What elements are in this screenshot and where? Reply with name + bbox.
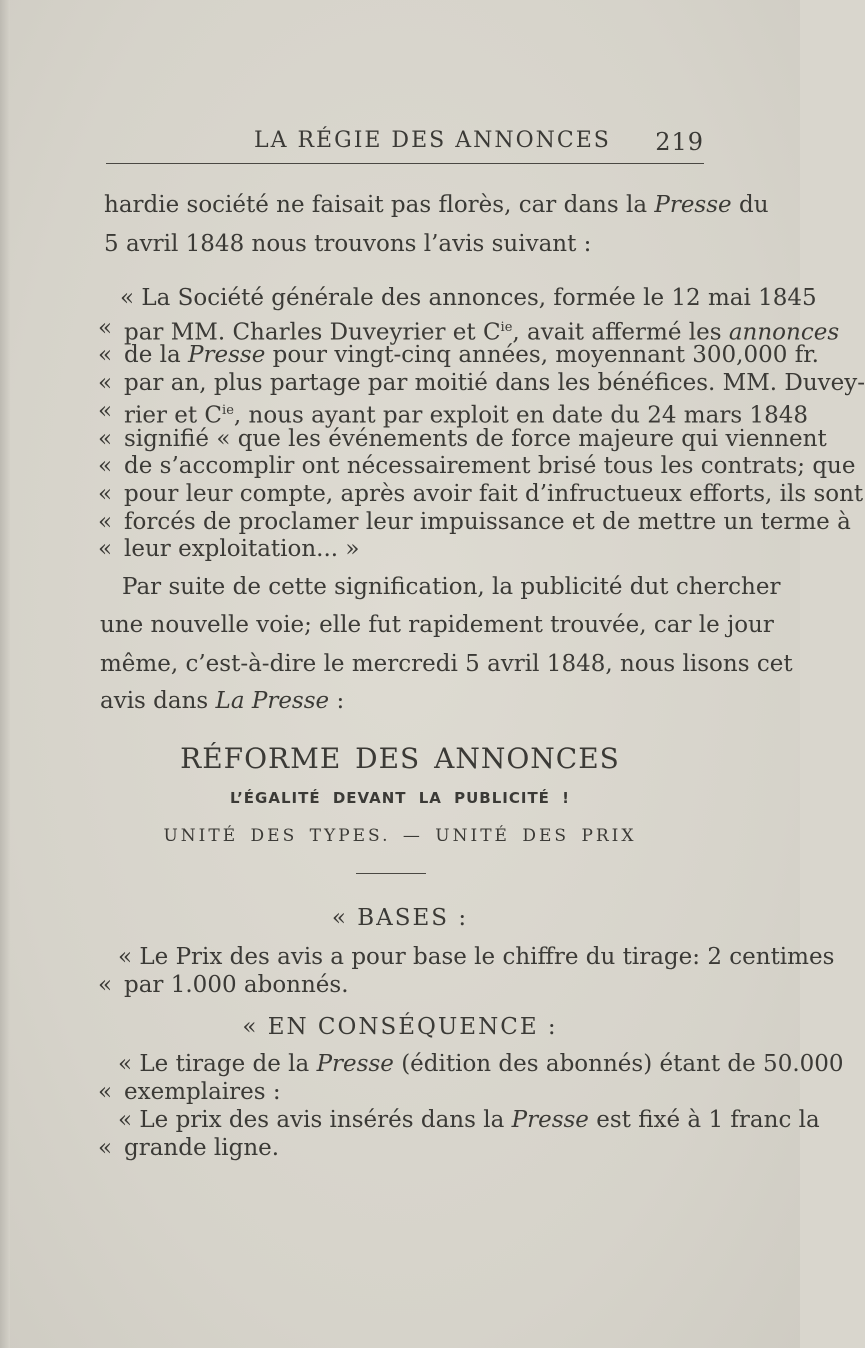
quote-line: « rier et $C^{ie}$, nous ayant par exploit en date du 24 mars 1848 [98,398,808,429]
header-rule [106,163,704,164]
announcement-subheading-2: UNITÉ DES TYPES. — UNITÉ DES PRIX [163,826,637,846]
paragraph-line: même, c’est-à-dire le mercredi 5 avril 1848, nous lisons cet [100,651,793,677]
quote-line: « par MM. Charles Duveyrier et $C^{ie}$, avait affermé les annonces [98,315,840,346]
announcement-line: « grande ligne. [98,1135,280,1161]
paragraph-line: hardie société ne faisait pas florès, car dans la Presse du [104,192,769,218]
paragraph-line: une nouvelle voie; elle fut rapidement trouvée, car le jour [100,612,774,638]
quote-line: « par an, plus partage par moitié dans les bénéfices. MM. Duvey- [98,370,865,396]
announcement-line: « Le Prix des avis a pour base le chiffre du tirage: 2 centimes [118,944,835,970]
running-header [104,128,704,158]
announcement-line: « par 1.000 abonnés. [98,972,349,998]
announcement-line: « exemplaires : [98,1079,281,1105]
quote-line: « forcés de proclamer leur impuissance et de mettre un terme à [98,509,851,535]
announcement-line: « Le prix des avis insérés dans la Presse est fixé à 1 franc la [118,1107,820,1133]
paragraph-line: Par suite de cette signification, la publicité dut chercher [122,574,781,600]
quote-line: « leur exploitation... » [98,536,360,562]
quote-line: « de la Presse pour vingt-cinq années, moyennant 300,000 fr. [98,342,819,368]
announcement-heading: RÉFORME DES ANNONCES [180,742,620,775]
section-divider [356,873,426,874]
quote-line: « signifié « que les événements de force majeure qui viennent [98,426,827,452]
paragraph-line: avis dans La Presse : [100,688,345,714]
announcement-line: « Le tirage de la Presse (édition des abonnés) étant de 50.000 [118,1051,844,1077]
quote-line: « pour leur compte, après avoir fait d’infructueux efforts, ils sont [98,481,864,507]
consequence-heading: « EN CONSÉQUENCE : [242,1014,558,1040]
running-title: LA RÉGIE DES ANNONCES [254,128,611,153]
quote-line: « de s’accomplir ont nécessairement brisé tous les contrats; que [98,453,856,479]
quote-line: « La Société générale des annonces, formée le 12 mai 1845 [120,285,817,311]
page-number: 219 [655,128,704,156]
page-left-edge [0,0,10,1348]
paragraph-line: 5 avril 1848 nous trouvons l’avis suivant : [104,231,592,257]
bases-heading: « BASES : [331,905,469,931]
announcement-subheading: L’ÉGALITÉ DEVANT LA PUBLICITÉ ! [230,789,570,807]
